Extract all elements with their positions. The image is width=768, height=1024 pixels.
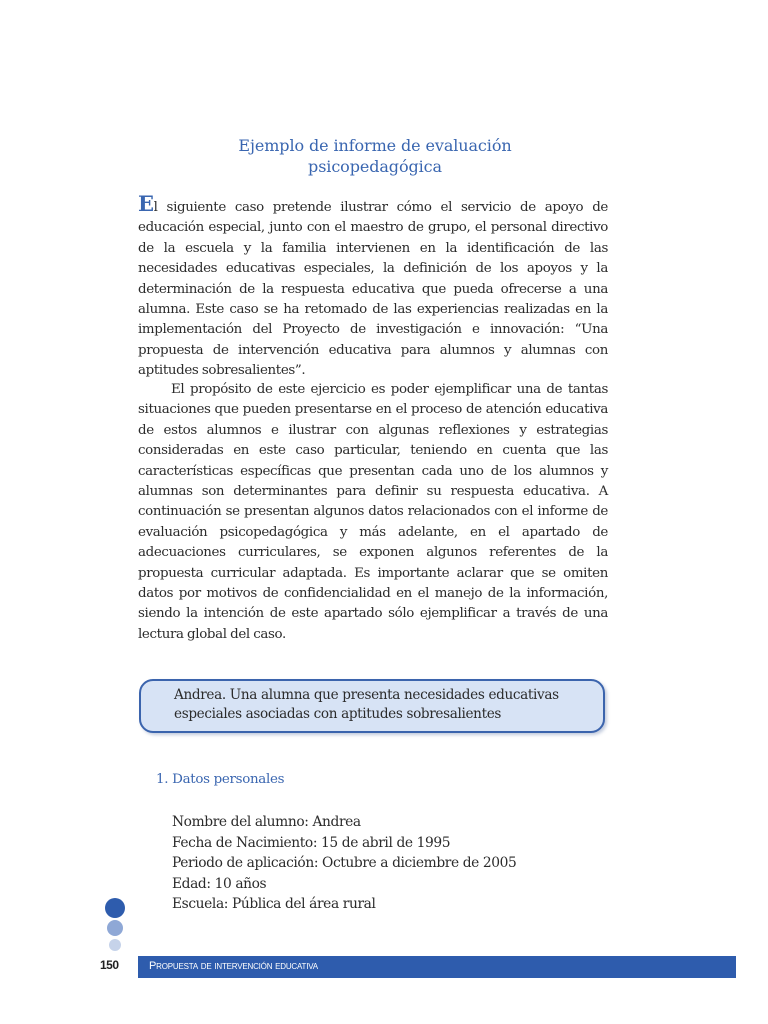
case-title-line-2: especiales asociadas con aptitudes sobresalientes [174,706,502,722]
age-item: Edad: 10 años [172,875,267,892]
section-heading-personal-data: 1. Datos personales [156,772,285,787]
birth-date-item: Fecha de Nacimiento: 15 de abril de 1995 [172,834,451,851]
student-name-item: Nombre del alumno: Andrea [172,814,361,830]
school-item: Escuela: Pública del área rural [172,896,376,913]
title-line-2: psicopedagógica [308,157,442,176]
title-line-1: Ejemplo de informe de evaluación [238,136,512,155]
page-number: 150 [100,958,119,972]
drop-cap-initial: E [138,191,154,216]
intro-paragraph-text: l siguiente caso pretende ilustrar cómo el servicio de apoyo de educación especial, junto con el maestro de grupo, el personal directivo de la escuela y la familia intervienen en la identificación de las necesidades educativas especiales, la definición de los apoyos y la determinación de la respuesta educativa que pueda ofrecerse a una alumna. Este caso se ha retomado de las experiencias realizadas en la implementación del Proyecto de investigación e innovación: “Una propuesta de intervención educativa para alumnos y alumnas con aptitudes sobresalientes”. [138,200,608,379]
decorative-dot-small [109,939,121,951]
document-title [138,135,612,177]
decorative-dot-large [105,898,125,918]
purpose-paragraph: El propósito de este ejercicio es poder ejemplificar una de tantas situaciones que pueden presentarse en el proceso de atención educativa de estos alumnos e ilustrar con algunas reflexiones y estrategias consideradas en este caso particular, teniendo en cuenta que las características específicas que presentan cada uno de los alumnos y alumnas son determinantes para definir su respuesta educativa. A continuación se presentan algunos datos relacionados con el informe de evaluación psicopedagógica y más adelante, en el apartado de adecuaciones curriculares, se exponen algunos referentes de la propuesta curricular adaptada. Es importante aclarar que se omiten datos por motivos de confidencialidad en el manejo de la información, siendo la intención de este apartado sólo ejemplificar a través de una lectura global del caso. [138,382,608,642]
intro-paragraph [138,191,608,382]
footer-bar [138,956,736,978]
application-period-item: Periodo de aplicación: Octubre a diciembre de 2005 [172,855,517,872]
personal-data-list [172,812,516,915]
decorative-dot-medium [107,920,123,936]
running-title: Propuesta de intervención educativa [149,960,318,972]
case-title-line-1: Andrea. Una alumna que presenta necesidades educativas [174,687,559,703]
case-title-box [139,679,605,733]
